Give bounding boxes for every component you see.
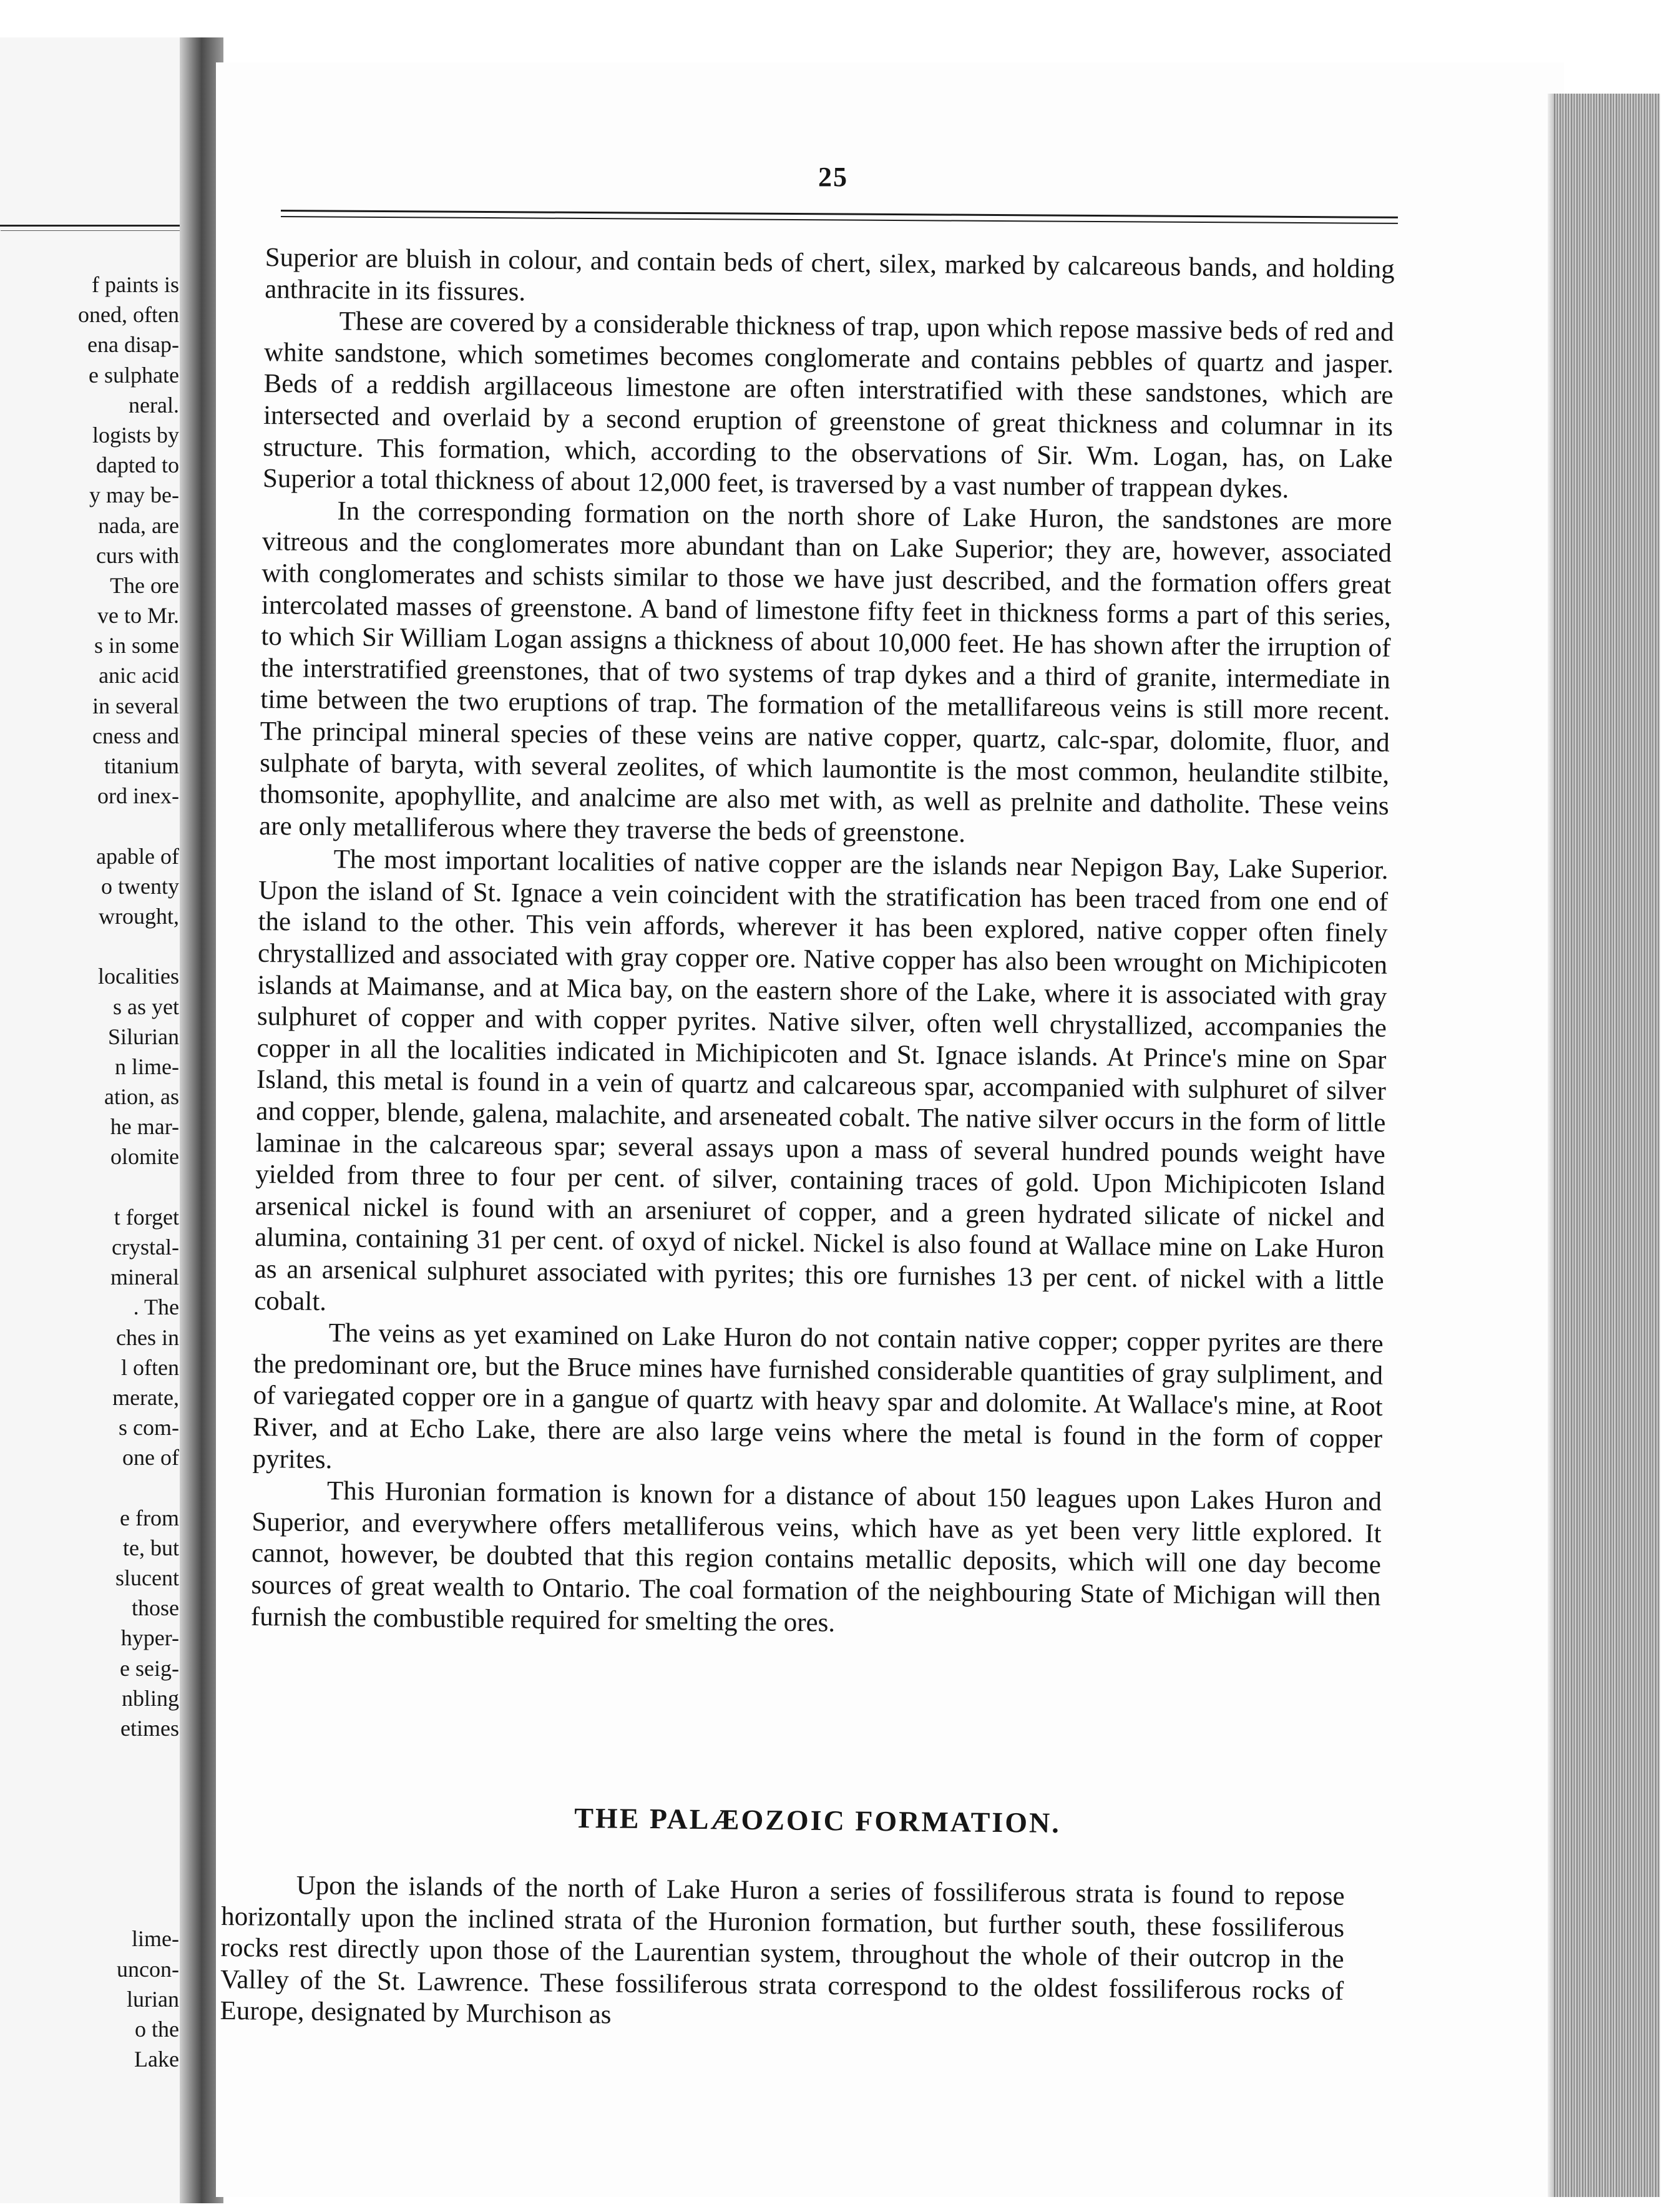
left-page-line: The ore	[110, 572, 179, 598]
paragraph: This Huronian formation is known for a distance of about 150 leagues upon Lakes Huron and Superior, and everywhere offers metalliferous veins, which have as yet been very little explored. It cannot, however, be doubted that this region contains metallic deposits, which will one day become sources of great wealth to Ontario. The coal formation of the neighbouring State of Michigan will then furnish the combustible required for smelting the ores.	[250, 1476, 1382, 1638]
left-page-line: ation, as	[104, 1084, 179, 1110]
left-page-line: f paints is	[92, 272, 179, 297]
left-page-line: apable of	[96, 843, 179, 869]
left-page-line	[0, 1172, 179, 1202]
left-page-line: nbling	[121, 1685, 179, 1711]
left-page-line: localities	[98, 964, 179, 989]
left-page-line: etimes	[120, 1716, 179, 1741]
left-page-line: Lake	[134, 2047, 179, 2072]
left-page-line: oned, often	[78, 302, 179, 328]
left-page-line	[0, 811, 179, 841]
left-page-line: ena disap-	[87, 332, 179, 358]
left-page-line	[0, 1743, 179, 1773]
left-page-line	[0, 1473, 179, 1503]
left-page-line: ord inex-	[97, 783, 179, 809]
section-body-text	[220, 1869, 1345, 2039]
left-page-line: titanium	[104, 753, 179, 778]
paragraph: Upon the islands of the north of Lake Huron a series of fossiliferous strata is found to repose horizontally upon the inclined strata of the Huronion formation, but further south, these fossiliferous rocks rest directly upon those of the Laurentian system, throughout the whole of their outcrop in the Valley of the St. Lawrence. These fossiliferous strata correspond to the oldest fossiliferous rocks of Europe, designated by Murchison as	[220, 1871, 1345, 2030]
left-page-line: y may be-	[89, 482, 179, 508]
left-page-line: uncon-	[117, 1956, 179, 1982]
left-page-line: o twenty	[101, 873, 179, 899]
left-page-text-fragments	[0, 270, 179, 2074]
left-page-line: e seig-	[120, 1655, 179, 1681]
left-page-line: he mar-	[110, 1114, 179, 1140]
section-heading: THE PALÆOZOIC FORMATION.	[574, 1801, 1061, 1839]
left-page-line: hyper-	[120, 1625, 179, 1651]
left-page-line: te, but	[123, 1535, 179, 1560]
paragraph: These are covered by a considerable thickness of trap, upon which repose massive beds of red and white sandstone, which sometimes becomes conglomerate and contains pebbles of quartz and jasper. Beds of a reddish argillaceous limestone are often interstratified with these sandstones, which are intersected and overlaid by a second eruption of greenstone of great thickness and columnar in its structure. This formation, which, according to the observations of Sir. Wm. Logan, has, on Lake Superior a total thickness of about 12,000 feet, is traversed by a vast number of trappean dykes.	[262, 306, 1394, 504]
facing-page-left	[0, 37, 197, 2203]
left-page-line: slucent	[115, 1565, 179, 1591]
left-page-line: Silurian	[108, 1024, 179, 1049]
left-page-line: s as yet	[113, 994, 179, 1019]
left-page-header-rule	[0, 225, 181, 227]
left-page-line	[0, 1834, 179, 1864]
left-page-line: l often	[121, 1354, 179, 1380]
left-page-line: lurian	[127, 1986, 179, 2012]
left-page-line: nada, are	[98, 512, 179, 538]
page-number: 25	[818, 162, 848, 192]
left-page-line: n lime-	[115, 1054, 179, 1079]
left-page-line: o the	[135, 2016, 179, 2042]
left-page-line: in several	[92, 693, 179, 718]
left-page-line: e from	[120, 1505, 179, 1530]
left-page-line: one of	[122, 1445, 179, 1471]
left-page-line: crystal-	[112, 1235, 179, 1260]
left-page-line	[0, 1894, 179, 1924]
left-page-line	[0, 1804, 179, 1834]
left-page-line: olomite	[110, 1144, 179, 1170]
left-page-line: . The	[133, 1294, 179, 1320]
paragraph: The veins as yet examined on Lake Huron do not contain native copper; copper pyrites are there the predominant ore, but the Bruce mines have furnished considerable quantities of gray sulpliment, and of variegated copper ore in a gangue of quartz with heavy spar and dolomite. At Wallace's mine, at Root River, and at Echo Lake, there are also large veins where the metal is found in the form of copper pyrites.	[252, 1318, 1384, 1474]
left-page-line: wrought,	[99, 903, 179, 929]
left-page-line: curs with	[96, 542, 179, 568]
left-page-line: s in some	[94, 633, 179, 658]
left-page-line: logists by	[92, 422, 179, 448]
paragraph: Superior are bluish in colour, and contain beds of chert, silex, marked by calcareous bands, and holding anthracite in its fissures.	[264, 242, 1395, 306]
left-page-line: t forget	[114, 1204, 179, 1230]
paragraph: In the corresponding formation on the north shore of Lake Huron, the sandstones are more vitreous and the conglomerates more abundant than on Lake Superior; they are, however, associated with conglomerates and schists similar to those we have just described, and the formation offers great intercolated masses of greenstone. A band of limestone fifty feet in thickness forms a part of this series, to which Sir William Logan assigns a thickness of about 10,000 feet. He has shown after the irruption of the interstratified greenstones, that of two systems of trap dykes and a third of granite, intermediate in time between the two eruptions of trap. The formation of the metallifareous veins is still more recent. The principal mineral species of these veins are native copper, quartz, calc-spar, dolomite, fluor, and sulphate of baryta, with several zeolites, of which laumontite is the most common, heulandite stilbite, thomsonite, apophyllite, and analcime are also met with, as well as prelnite and datholite. These veins are only metalliferous where they traverse the beds of greenstone.	[258, 496, 1392, 848]
left-page-line: those	[132, 1595, 179, 1621]
body-text	[251, 242, 1395, 1645]
left-page-line: s com-	[119, 1415, 179, 1441]
left-page-line: neral.	[129, 392, 179, 418]
left-page-line: anic acid	[99, 663, 179, 688]
left-page-line: e sulphate	[89, 362, 179, 388]
left-page-line	[0, 1864, 179, 1894]
left-page-line: dapted to	[96, 453, 179, 478]
left-page-line: cness and	[92, 723, 179, 748]
paragraph: The most important localities of native copper are the islands near Nepigon Bay, Lake Superior. Upon the island of St. Ignace a vein coincident with the stratification has been traced from one end of the island to the other. This vein affords, wherever it has been explored, native copper often finely chrystallized and associated with gray copper ore. Native copper has also been wrought on Michipicoten islands at Maimanse, and at Mica bay, on the eastern shore of the Lake, where it is associated with gray sulphuret of copper and with copper pyrites. Native silver, often well chrystallized, accompanies the copper in all the localities indicated in Michipicoten and St. Ignace islands. At Prince's mine on Spar Island, this metal is found in a vein of quartz and calcareous spar, accompanied with sulphuret of silver and copper, blende, galena, malachite, and arseneated cobalt. The native silver occurs in the form of little laminae in the calcareous spar; several assays upon a mass of several hundred pounds weight have yielded from three to four per cent. of silver, containing traces of gold. Upon Michipicoten Island arsenical nickel is found with an arseniuret of copper, and a green hydrated silicate of nickel and alumina, containing 31 per cent. of oxyd of nickel. Nickel is also found at Wallace mine on Lake Huron as an arsenical sulphuret associated with pyrites; this ore furnishes 13 per cent. of nickel with a little cobalt.	[253, 844, 1389, 1316]
left-page-line: lime-	[132, 1926, 179, 1952]
left-page-line: ve to Mr.	[97, 603, 179, 629]
left-page-line	[0, 1773, 179, 1803]
left-page-line	[0, 931, 179, 961]
left-page-line: mineral	[110, 1265, 179, 1290]
page-block-edges	[1554, 94, 1660, 2197]
left-page-line: ches in	[116, 1324, 179, 1350]
left-page-line: merate,	[112, 1384, 179, 1410]
